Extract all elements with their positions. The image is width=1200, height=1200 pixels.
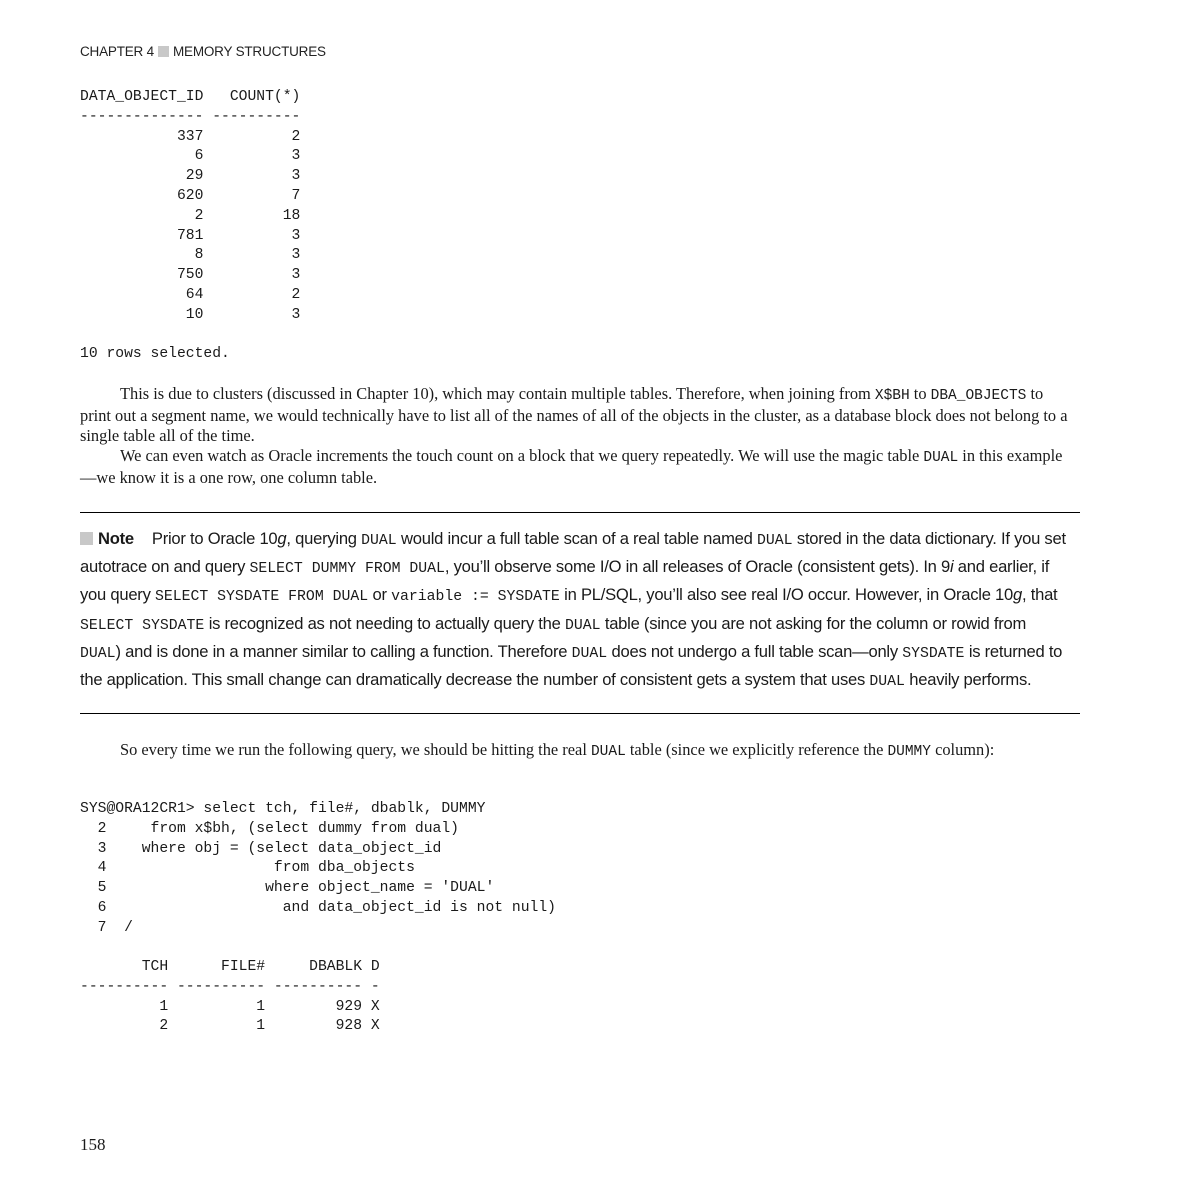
sql-line: 7 / xyxy=(80,919,133,936)
result-1-row: 8 3 xyxy=(80,247,301,264)
result-1-header: DATA_OBJECT_ID COUNT(*) xyxy=(80,89,301,105)
sql-line: 4 from dba_objects xyxy=(80,860,415,877)
result-1-row: 2 18 xyxy=(80,207,301,224)
inline-code: DUAL xyxy=(923,450,959,466)
sql-line: SYS@ORA12CR1> select tch, file#, dbablk, DUMMY xyxy=(80,801,486,817)
result-1-row: 620 7 xyxy=(80,187,301,204)
note-box xyxy=(80,512,1080,714)
result-1-row: 337 2 xyxy=(80,128,301,145)
result-2-header: TCH FILE# DBABLK D xyxy=(80,959,380,975)
paragraph-dual-query: So every time we run the following query, we should be hitting the real DUAL table (since we explicitly reference the DUMMY column): xyxy=(120,740,995,760)
body-paragraphs-1 xyxy=(80,384,1070,488)
result-2-row: 1 1 929 X xyxy=(80,998,380,1015)
section-label: MEMORY STRUCTURES xyxy=(172,44,326,59)
sql-line: 5 where object_name = 'DUAL' xyxy=(80,880,495,897)
inline-code: DUAL xyxy=(590,744,626,760)
sql-query-listing xyxy=(80,800,556,939)
note-square-icon xyxy=(80,532,93,545)
chapter-label: CHAPTER 4 xyxy=(80,44,154,59)
query-result-2 xyxy=(80,958,380,1037)
rows-selected-footer: 10 rows selected. xyxy=(80,346,230,362)
sql-line: 2 from x$bh, (select dummy from dual) xyxy=(80,820,459,837)
separator-square-icon xyxy=(158,46,169,57)
result-1-row: 64 2 xyxy=(80,286,301,303)
book-page xyxy=(80,0,1080,1200)
result-1-separator: -------------- ---------- xyxy=(80,108,301,125)
inline-code: DBA_OBJECTS xyxy=(930,388,1027,404)
result-1-row: 29 3 xyxy=(80,168,301,185)
result-1-row: 750 3 xyxy=(80,267,301,284)
sql-line: 3 where obj = (select data_object_id xyxy=(80,840,442,857)
inline-code: DUMMY xyxy=(887,744,931,760)
result-1-row: 6 3 xyxy=(80,148,301,165)
result-1-row: 781 3 xyxy=(80,227,301,244)
sql-line: 6 and data_object_id is not null) xyxy=(80,899,556,916)
inline-code: X$BH xyxy=(874,388,910,404)
paragraph-touch-count: We can even watch as Oracle increments the touch count on a block that we query repeatedly. We will use the magic table DUAL in this example—we know it is a one row, one column table. xyxy=(80,446,1063,487)
page-number: 158 xyxy=(80,1135,106,1154)
running-header xyxy=(80,44,326,59)
result-2-row: 2 1 928 X xyxy=(80,1018,380,1035)
query-result-1 xyxy=(80,88,300,326)
result-2-separator: ---------- ---------- ---------- - xyxy=(80,978,380,995)
result-1-row: 10 3 xyxy=(80,306,301,323)
paragraph-clusters: This is due to clusters (discussed in Chapter 10), which may contain multiple tables. Therefore, when joining from X$BH to DBA_OBJECTS to print out a segment name, we would technically have to list all of the names of all of the objects in the cluster, as a database block does not belong to a single table all of the time. xyxy=(80,384,1068,445)
note-label: Note xyxy=(98,529,134,548)
note-text: Note Prior to Oracle 10g, querying DUAL would incur a full table scan of a real table named DUAL stored in the data dictionary. If you set autotrace on and query SELECT DUMMY FROM DUAL, you’ll observe some I/O in all releases of Oracle (consistent gets). In 9i and earlier, if you query SELECT SYSDATE FROM DUAL or variable := SYSDATE in PL/SQL, you’ll also see real I/O occur. However, in Oracle 10g, that SELECT SYSDATE is recognized as not needing to actually query the DUAL table (since you are not asking for the column or rowid from DUAL) and is done in a manner similar to calling a function. Therefore DUAL does not undergo a full table scan—only SYSDATE is returned to the application. This small change can dramatically decrease the number of consistent gets a system that uses DUAL heavily performs. xyxy=(80,529,1066,691)
